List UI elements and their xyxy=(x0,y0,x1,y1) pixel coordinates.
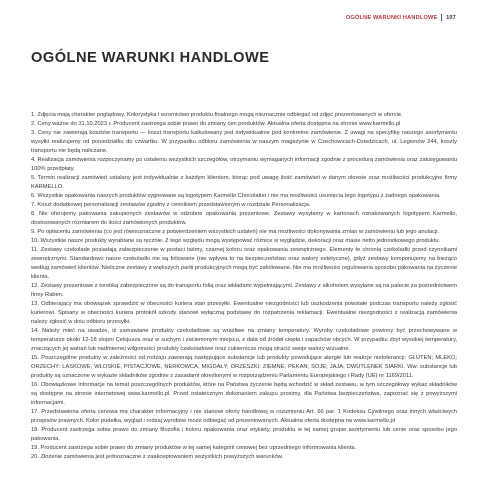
term-item: 15. Poszczególne produkty w zależności od rodzaju zawierają następujące substancje lub produkty powodujące alergie lub reakcje nietolerancji: GLUTEN; MLEKO; ORZECHY: LASKOWE, WŁOSKIE, PISTACJOWE, NERKOWCA, MIGDAŁY; ORZESZKI: ZIEMNE, PEKAN; SOJE; JAJA; DWUTLENEK SIARKI. Ww. substancje lub produkty są oznaczone w wykazie składników zgodnie z zasadami określonymi w rozporządzeniu Parlamentu Europejskiego i Rady (UE) nr 1169/2011. xyxy=(31,355,457,379)
term-item: 2. Ceny ważne do 31.10.2023 r. Producent zastrzega sobie prawo do zmiany cen produktów. Aktualna oferta dostępna na stronie www.karmello.pl xyxy=(31,121,401,127)
term-item: 3. Ceny nie zawierają kosztów transportu — koszt transportu kalkulowany jest indywidualnie pod konkretne zamówienie. Z uwagi na specyfikę naszego asortymentu wysyłki realizujemy od poniedziałku do czwartku. W przypadku odbioru zamówienia w naszym magazynie w Czechowicach-Dziedzicach, ul. Legionów 244, koszty transportu nie będą naliczane. xyxy=(31,130,457,154)
term-item: 7. Koszt dodatkowej personalizacji zestawów zgodny z cennikiem przedstawionym w rozdziale Personalizacja. xyxy=(31,202,311,208)
term-item: 16. Obowiązkowe informacje na temat poszczególnych produktów, które na Państwa życzenie będą wchodzić w skład zestawu, w tym szczegółowy wykaz składników są dostępne na stronie internetowej www.karmello.pl. Przed ostatecznym dokonaniem zakupu prosimy, dla Państwa bezpieczeństwa, zapoznać się z powyższymi informacjami. xyxy=(31,382,457,406)
term-item: 18. Producent zastrzega sobie prawo do zmiany filozofia i koloru opakowania oraz etykiety, produktu w tej samej grupie asortymentu lub cenie oraz sposobu jego pakowania. xyxy=(31,427,457,442)
running-header-title: OGÓLNE WARUNKI HANDLOWE xyxy=(345,14,438,21)
term-item: 14. Należy mieć na uwadze, iż zamawiane produkty czekoladowe są wrażliwe na zmiany temperatury. Wyroby czekoladowe powinny być przechowywane w temperaturze około 12-18 stopni Celsjusza oraz w suchym i zacienionym miejscu, z dala od źródeł ciepła i zapachów obcych. W przypadku zbyt wysokiej temperatury, znaczących jej wahań lub nadmiernej wilgotności produkty czekoladowe oraz cukiernicze mogą stracić swoje walory wizualne. xyxy=(31,328,457,352)
term-item: 13. Odbierający ma obowiązek sprawdzić w obecności kuriera stan przesyłki. Ewentualne niezgodności lub uszkodzenia powstałe podczas transportu należy zgłosić kurierowi. Spisany w obecności kuriera protokół szkody stanowi wyłączną podstawę do rozpatrzenia reklamacji. Ewentualne niezgodności z realizacją zamówienia należy zgłosić w dniu odbioru przesyłki. xyxy=(31,301,457,325)
term-item: 1. Zdjęcia mają charakter poglądowy. Kolorystyka i wzornictwo produktu finalnego mogą nieznacznie odbiegać od zdjęć prezentowanych w ofercie. xyxy=(31,112,403,118)
page-number: 107 xyxy=(446,14,456,21)
running-header xyxy=(346,14,456,21)
term-item: 6. Wszystkie opakowania naszych produktów sygnowane są logotypem Karmello Chocolatier i nie ma możliwości usunięcia tego logotypu z żadnego opakowania. xyxy=(31,193,441,199)
term-item: 17. Przedstawiona oferta cenowa ma charakter informacyjny i nie stanowi oferty handlowej w rozumieniu Art. 66 par. 1 Kodeksu Cywilnego oraz innych właściwych przepisów prawnych. Kolor pudełka, wygląd i rodzaj wyrobów może odbiegać od prezentowanych. Aktualna oferta dostępna na www.karmello.pl xyxy=(31,409,457,424)
terms-list xyxy=(31,111,457,462)
term-item: 12. Zestawy prezentowe z torebką zabezpieczone są do transportu folią oraz wkładami wypełniającymi. Zestawy z alkoholem wysyłane są na palecie za pośrednictwem firmy Raben. xyxy=(31,283,457,298)
term-item: 19. Producent zastrzega sobie prawo do zmiany produktów w tej samej kategorii cenowej bez uprzedniego informowania klienta. xyxy=(31,445,357,451)
term-item: 5. Termin realizacji zamówień ustalany jest indywidualnie z każdym klientem, biorąc pod uwagę ilość zamówień w danym okresie oraz możliwości produkcyjne firmy KARMELLO. xyxy=(31,175,457,190)
header-divider xyxy=(441,14,442,21)
term-item: 4. Realizacja zamówienia rozpoczynamy po ustaleniu wszystkich szczegółów, otrzymaniu wymaganych informacji zgodnie z procedurą zamówienia oraz zaksięgowaniu 100% przedpłaty. xyxy=(31,157,457,172)
term-item: 11. Zestawy czekolade posiadają zabezpieczenie w postaci taśmy, czarnej koloru oraz opakowania zewnętrznego. Elementy te chronią czekoladki przed czynnikami zewnętrznymi. Standardowo nasze czekoladki nie są foliowane (nie wpływa to na bezpieczeństwo oraz walory estetyczne), gdyż zestawy komponujemy na bieżąco według zamówień klientów. Nieliczne zestawy z większych partii produkcyjnych mogą być zafoliowane. Nie ma możliwości regulowania sposobu pakowania na życzenie klienta. xyxy=(31,247,457,280)
term-item: 8. Nie oferujemy pakowania zakupionych zestawów w odzobne opakowania prezentowe. Zestawy wysyłamy w kartonach oznakowanych logotypem Karmello, dostosowanych rozmiarem do ilości zamówionych produktów. xyxy=(31,211,457,226)
term-item: 20. Złożenie zamówienia jest jednoznaczne z zaakceptowaniem wszystkich powyższych warunków. xyxy=(31,454,284,460)
term-item: 9. Po opłaceniu zamówienia (co jest równoznaczne z potwierdzeniem wszystkich ustaleń) nie ma możliwości dokonywania zmian w zamówieniu lub jego anulacji. xyxy=(31,229,440,235)
term-item: 10. Wszystkie nasze produkty wyrabiane są ręcznie. Z tego względu mogą występować różnice w wyglądzie, dekoracji oraz masie netto jednostkowego produktu. xyxy=(31,238,441,244)
page-title: OGÓLNE WARUNKI HANDLOWE xyxy=(31,50,270,66)
